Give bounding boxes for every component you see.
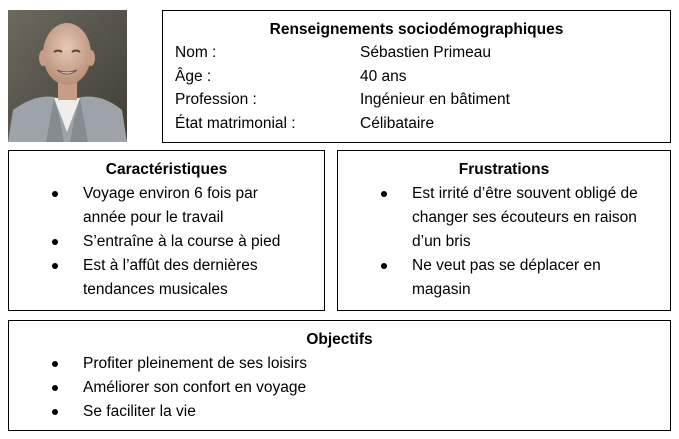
list-item xyxy=(9,352,670,376)
field-label: Profession : xyxy=(175,91,257,108)
characteristics-list xyxy=(9,182,324,302)
field-label: Nom : xyxy=(175,44,217,61)
list-item-text: Voyage environ 6 fois par année pour le travail xyxy=(83,185,258,226)
field-value: Sébastien Primeau xyxy=(360,44,491,61)
objectives-box xyxy=(8,320,671,431)
objectives-title: Objectifs xyxy=(306,331,373,348)
frustrations-box xyxy=(337,150,671,311)
list-item-text: Est à l’affût des dernières tendances musicales xyxy=(83,257,258,298)
list-item xyxy=(338,182,646,254)
list-item-text: Est irrité d’être souvent obligé de changer ses écouteurs en raison d’un bris xyxy=(412,185,638,250)
bullet-icon xyxy=(52,263,58,269)
bullet-icon xyxy=(52,361,58,367)
field-value: Célibataire xyxy=(360,114,435,132)
field-label: Âge : xyxy=(175,67,212,85)
objectives-list xyxy=(9,352,670,424)
bullet-icon xyxy=(381,191,387,197)
list-item-text: Améliorer son confort en voyage xyxy=(83,379,307,396)
list-item xyxy=(338,254,646,302)
list-item xyxy=(9,182,302,230)
bullet-icon xyxy=(381,263,387,269)
profile-photo xyxy=(8,10,127,142)
field-label: État matrimonial : xyxy=(175,114,296,132)
bullet-icon xyxy=(52,191,58,197)
list-item xyxy=(9,254,302,302)
sociodemographic-title: Renseignements sociodémographiques xyxy=(269,21,564,38)
list-item xyxy=(9,400,670,424)
field-value: 40 ans xyxy=(360,67,407,85)
person-portrait-image xyxy=(8,10,127,142)
bullet-icon xyxy=(52,385,58,391)
characteristics-title: Caractéristiques xyxy=(105,161,228,178)
frustrations-title: Frustrations xyxy=(458,161,550,178)
list-item-text: Ne veut pas se déplacer en magasin xyxy=(412,257,601,298)
list-item-text: Se faciliter la vie xyxy=(83,403,196,420)
frustrations-list xyxy=(338,182,670,302)
field-value: Ingénieur en bâtiment xyxy=(360,91,510,108)
list-item xyxy=(9,376,670,400)
characteristics-box xyxy=(8,150,325,311)
list-item-text: Profiter pleinement de ses loisirs xyxy=(83,355,307,372)
list-item xyxy=(9,230,302,254)
bullet-icon xyxy=(52,409,58,415)
sociodemographic-box xyxy=(162,10,671,143)
bullet-icon xyxy=(52,239,58,245)
list-item-text: S’entraîne à la course à pied xyxy=(83,233,281,250)
